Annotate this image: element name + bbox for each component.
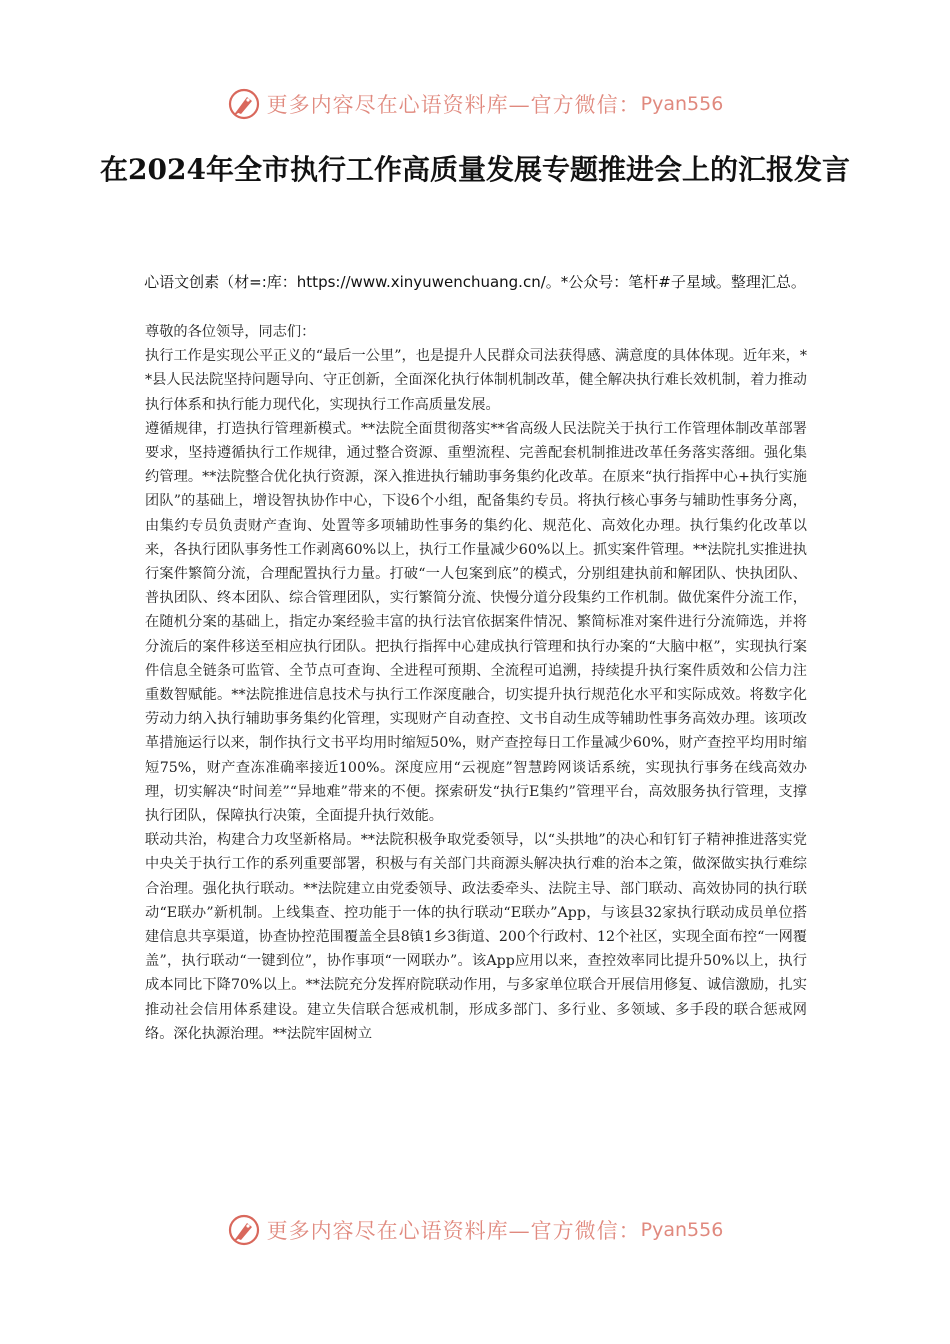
body-paragraph: 遵循规律，打造执行管理新模式。**法院全面贯彻落实**省高级人民法院关于执行工作管理体制改革部署要求，坚持遵循执行工作规律，通过整合资源、重塑流程、完善配套机制推进改革任务落实落细。强化集约管理。**法院整合优化执行资源，深入推进执行辅助事务集约化改革。在原来“执行指挥中心+执行实施团队”的基础上，增设智执协作中心，下设6个小组，配备集约专员。将执行核心事务与辅助性事务分离，由集约专员负责财产查询、处置等多项辅助性事务的集约化、规范化、高效化办理。执行集约化改革以来，各执行团队事务性工作剥离60%以上，执行工作量减少60%以上。抓实案件管理。**法院扎实推进执行案件繁简分流，合理配置执行力量。打破“一人包案到底”的模式，分别组建执前和解团队、快执团队、普执团队、终本团队、综合管理团队，实行繁简分流、快慢分道分段集约工作机制。做优案件分流工作，在随机分案的基础上，指定办案经验丰富的执行法官依据案件情况、繁简标准对案件进行分流筛选，并将分流后的案件移送至相应执行团队。把执行指挥中心建成执行管理和执行办案的“大脑中枢”，实现执行案件信息全链条可监管、全节点可查询、全进程可预期、全流程可追溯，持续提升执行案件质效和公信力注重数智赋能。**法院推进信息技术与执行工作深度融合，切实提升执行规范化水平和实际成效。将数字化劳动力纳入执行辅助事务集约化管理，实现财产自动查控、文书自动生成等辅助性事务高效办理。该项改革措施运行以来，制作执行文书平均用时缩短50%，财产查控每日工作量减少60%，财产查控平均用时缩短75%，财产查冻准确率接近100%。深度应用“云视庭”智慧跨网谈话系统，实现执行事务在线高效办理，切实解决“时间差”“异地难”带来的不便。探索研发“执行E集约”管理平台，高效服务执行管理，支撑执行团队，保障执行决策，全面提升执行效能。 — [145, 420, 807, 825]
watermark-wechat-id: Pyan556 — [640, 1219, 724, 1241]
source-note: 心语文创素（材=:库：https://www.xinyuwenchuang.cn/。*公众号：笔杆#子星域。整理汇总。 — [144, 273, 806, 291]
document-body — [145, 320, 807, 1046]
body-paragraph: 执行工作是实现公平正义的“最后一公里”，也是提升人民群众司法获得感、满意度的具体体现。近年来，**县人民法院坚持问题导向、守正创新，全面深化执行体制机制改革，健全解决执行难长效机制，着力推动执行体系和执行能力现代化，实现执行工作高质量发展。 — [145, 348, 807, 413]
watermark-wechat-id: Pyan556 — [640, 93, 724, 115]
watermark-text: 更多内容尽在心语资料库—官方微信： — [266, 93, 641, 117]
watermark-banner-bottom — [0, 1210, 950, 1250]
salutation: 尊敬的各位领导，同志们： — [145, 324, 316, 340]
watermark-banner-top — [0, 84, 950, 124]
watermark-text: 更多内容尽在心语资料库—官方微信： — [266, 1219, 641, 1243]
pen-nib-icon — [227, 1213, 261, 1247]
body-paragraph: 联动共治，构建合力攻坚新格局。**法院积极争取党委领导，以“头拱地”的决心和钉钉子精神推进落实党中央关于执行工作的系列重要部署，积极与有关部门共商源头解决执行难的治本之策，做深做实执行难综合治理。强化执行联动。**法院建立由党委领导、政法委牵头、法院主导、部门联动、高效协同的执行联动“E联办”新机制。上线集查、控功能于一体的执行联动“E联办”App，与该县32家执行联动成员单位搭建信息共享渠道，协查协控范围覆盖全县8镇1乡3街道、200个行政村、12个社区，实现全面布控“一网覆盖”，执行联动“一键到位”，协作事项“一网联办”。该App应用以来，查控效率同比提升50%以上，执行成本同比下降70%以上。**法院充分发挥府院联动作用，与多家单位联合开展信用修复、诚信激励，扎实推动社会信用体系建设。建立失信联合惩戒机制，形成多部门、多行业、多领域、多手段的联合惩戒网络。深化执源治理。**法院牢固树立 — [145, 832, 807, 1042]
document-title: 在2024年全市执行工作高质量发展专题推进会上的汇报发言 — [100, 153, 850, 186]
pen-nib-icon — [227, 87, 261, 121]
